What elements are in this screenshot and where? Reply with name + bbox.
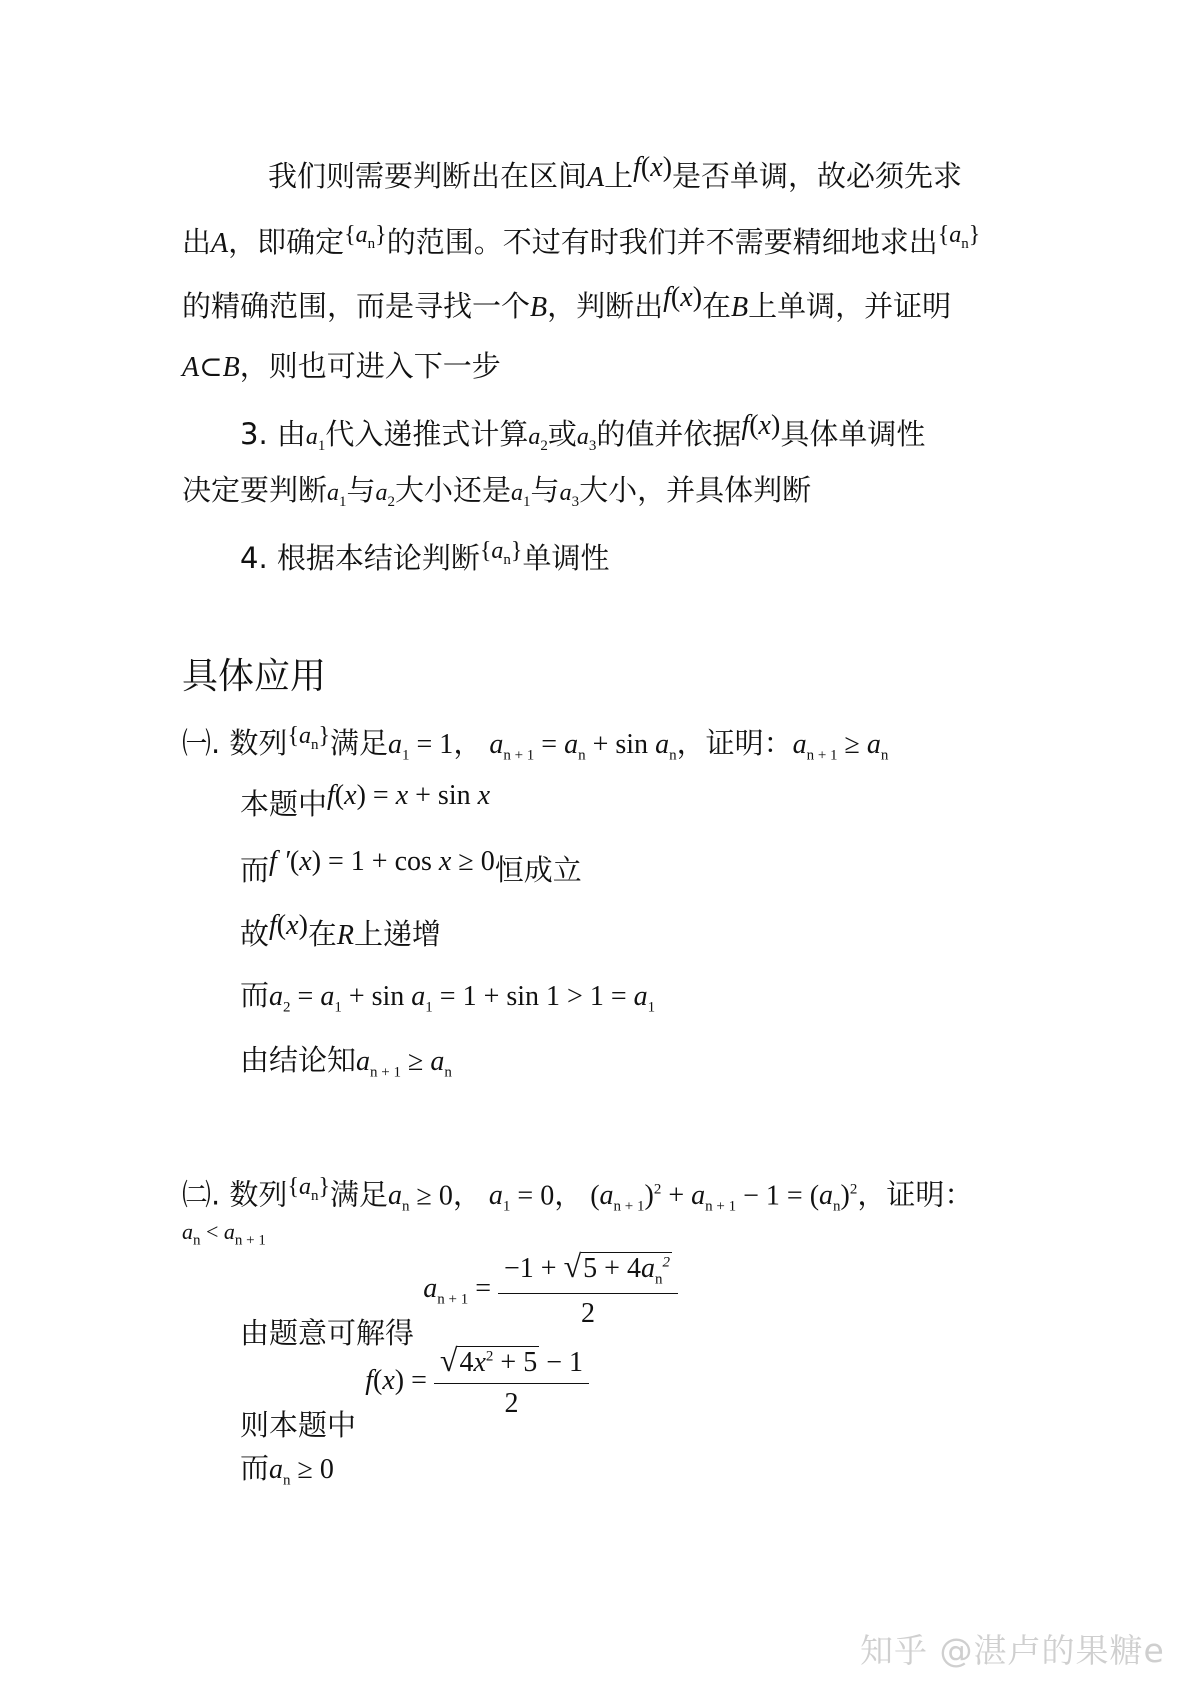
intro-text: 上: [604, 159, 634, 193]
example-text: 而: [240, 853, 270, 887]
example-2-row-1: 由题意可解得 $a_{n + 1}$ = $\frac{-1 + √5 + 4a_n^2}{2}$: [240, 1252, 678, 1342]
fraction: $\frac{√4x^2 + 5 - 1}{2}$: [434, 1342, 589, 1420]
intro-text: 出: [182, 225, 212, 259]
example-text: ，: [554, 1177, 584, 1212]
example-text: ，证明：: [676, 726, 793, 760]
example-text: 由题意可解得: [240, 1315, 415, 1350]
example-text: 本题中: [240, 787, 328, 821]
step-text: 或: [547, 417, 577, 451]
intro-line-2: 出A，即确定$^{\{a_n\}}$的范围。不过有时我们并不需要精细地求出$^{\{a_n\}}$: [182, 222, 981, 259]
step-text: 决定要判断: [182, 473, 328, 507]
example-2-row-2: 则本题中 f(x) = $\frac{√4x^2 + 5 - 1}{2}$: [240, 1346, 589, 1436]
intro-text: 是否单调，故必须先求: [672, 159, 963, 193]
intro-line-1: 我们则需要判断出在区间A上f(x)是否单调，故必须先求: [268, 152, 963, 193]
intro-text: 在: [702, 289, 732, 323]
example-1-row-5: 由结论知$a_{n + 1} \ge a_n$: [240, 1043, 452, 1081]
intro-text: ，判断出: [547, 289, 664, 323]
example-1-row-3: 故f(x)在R上递增: [240, 910, 442, 951]
example-text: 上递增: [354, 917, 442, 951]
example-2-row-3: 而$a_n \ge 0$: [240, 1451, 334, 1489]
intro-text: 我们则需要判断出在区间: [268, 159, 588, 193]
example-1-statement: ㈠. 数列$^{\{a_n\}}$满足$a_1 = 1$， $a_{n + 1} = a_n + \sin a_n$，证明：$a_{n + 1} \ge a_n$: [182, 723, 889, 764]
example-1-row-1: 本题中f(x) = x + sin x: [240, 780, 491, 821]
step-3-line-2: 决定要判断$a_1$与$a_2$大小还是$a_1$与$a_3$大小，并具体判断: [182, 473, 812, 510]
example-label: ㈠. 数列: [182, 726, 288, 760]
example-text: 满足: [330, 1177, 389, 1212]
example-text: 满足: [330, 726, 389, 760]
example-2-statement: ㈡. 数列$^{\{a_n\}}$满足$a_n \ge 0$， $a_1 = 0$， $(a_{n + 1})^2 + a_{n + 1} - 1 = (a_n)^2$，证明：: [182, 1174, 974, 1215]
step-text: 与: [346, 473, 376, 507]
section-heading: 具体应用: [182, 656, 327, 697]
example-text: ，: [452, 1177, 482, 1212]
example-2-statement-cont: $a_n < a_{n + 1}$: [182, 1219, 266, 1249]
example-text: ，: [453, 726, 483, 760]
example-text: 而: [240, 978, 270, 1012]
step-4-line: 4. 根据本结论判断$^{\{a_n\}}$单调性: [240, 538, 610, 575]
step-3-line-1: 3. 由$a_1$代入递推式计算$a_2$或$a_3$的值并依据f(x)具体单调性: [240, 410, 926, 454]
intro-line-4: A⊂B，则也可进入下一步: [182, 349, 501, 383]
step-text: 4. 根据本结论判断: [240, 541, 480, 575]
step-text: 3. 由: [240, 417, 306, 451]
example-text: 则本题中: [240, 1408, 357, 1442]
step-text: 大小还是: [395, 473, 512, 507]
intro-line-3: 的精确范围，而是寻找一个B，判断出f(x)在B上单调，并证明: [182, 282, 952, 323]
example-1-row-2: 而f ′(x) = 1 + cos x ≥ 0恒成立: [240, 846, 582, 887]
intro-text: 上单调，并证明: [748, 289, 952, 323]
intro-text: 的范围。不过有时我们并不需要精细地求出: [386, 225, 938, 259]
step-text: 单调性: [522, 541, 610, 575]
example-text: 由结论知: [240, 1043, 357, 1077]
watermark: 知乎 @湛卢的果糖e: [860, 1631, 1165, 1670]
intro-text: ，则也可进入下一步: [239, 349, 501, 383]
example-1-row-4: 而$a_2 = a_1 + \sin a_1 = 1 + \sin 1 > 1 = a_1$: [240, 978, 656, 1016]
step-text: 的值并依据: [596, 417, 742, 451]
fraction: $\frac{-1 + √5 + 4a_n^2}{2}$: [498, 1248, 678, 1330]
step-text: 代入递推式计算: [325, 417, 529, 451]
example-text: 恒成立: [494, 853, 582, 887]
example-text: 在: [307, 917, 337, 951]
example-label: ㈡. 数列: [182, 1177, 288, 1212]
intro-text: 的精确范围，而是寻找一个: [182, 289, 531, 323]
step-text: 具体单调性: [780, 417, 926, 451]
example-text: 故: [240, 917, 270, 951]
intro-text: ，即确定: [228, 225, 345, 259]
example-text: ，证明：: [857, 1177, 974, 1212]
step-text: 与: [530, 473, 560, 507]
example-text: 而: [240, 1451, 270, 1485]
step-text: 大小，并具体判断: [579, 473, 812, 507]
